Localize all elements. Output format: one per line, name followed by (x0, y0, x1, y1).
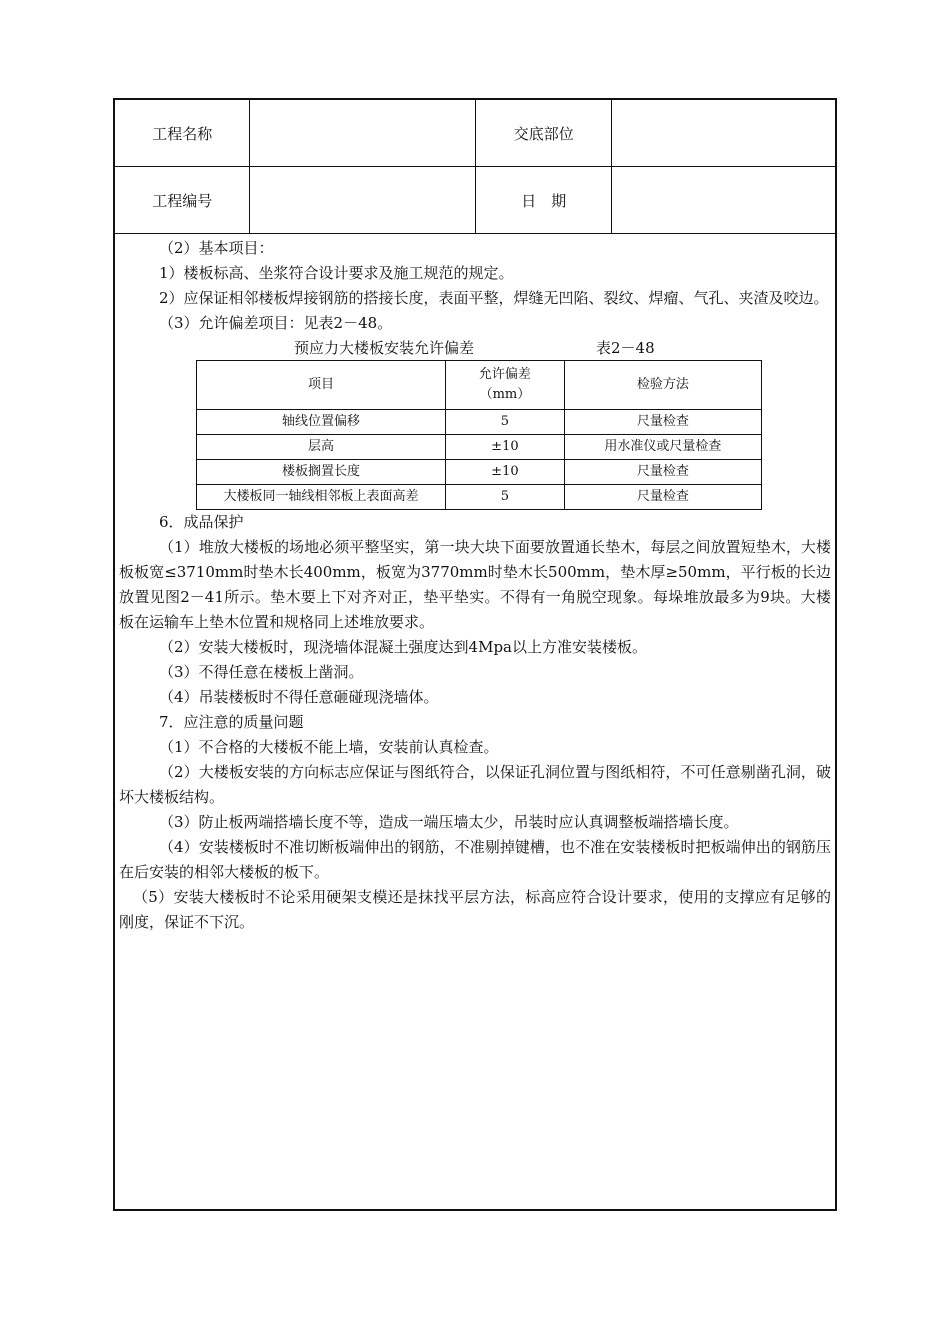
cell-tolerance: 5 (446, 410, 565, 435)
paragraph: （1）不合格的大楼板不能上墙，安装前认真检查。 (159, 738, 499, 756)
table-number: 表2－48 (596, 339, 655, 357)
table-row (197, 485, 762, 510)
paragraph: 1）楼板标高、坐浆符合设计要求及施工规范的规定。 (159, 264, 514, 282)
cell-tolerance: ±10 (446, 435, 565, 460)
project-name-value (250, 100, 476, 167)
table-row (197, 410, 762, 435)
table-row (197, 460, 762, 485)
cell-item: 楼板搁置长度 (197, 460, 446, 485)
table-title: 预应力大楼板安装允许偏差 (294, 339, 475, 357)
document-frame (113, 98, 837, 1211)
location-value (612, 100, 836, 167)
cell-method: 尺量检查 (564, 460, 761, 485)
cell-item: 层高 (197, 435, 446, 460)
header-table (115, 100, 835, 234)
cell-item: 轴线位置偏移 (197, 410, 446, 435)
paragraph: （1）堆放大楼板的场地必须平整坚实，第一块大块下面要放置通长垫木，每层之间放置短垫木，大楼板板宽≤3710mm时垫木长400mm，板宽为3770mm时垫木长500mm，垫木厚≥50mm，平行板的长边放置见图2－41所示。垫木要上下对齐对正，垫平垫实。不得有一角脱空现象。每垛堆放最多为9块。大楼板在运输车上垫木位置和规格同上述堆放要求。 (119, 538, 831, 631)
tolerance-label: 允许偏差 (478, 367, 531, 382)
paragraph: （4）吊装楼板时不得任意砸碰现浇墙体。 (159, 688, 439, 706)
project-no-value (250, 167, 476, 234)
tolerance-unit: （mm） (479, 387, 531, 402)
cell-method: 尺量检查 (564, 485, 761, 510)
col-header-item: 项目 (197, 361, 446, 410)
project-no-label: 工程编号 (115, 167, 250, 234)
cell-tolerance: 5 (446, 485, 565, 510)
paragraph: （5）安装大楼板时不论采用硬架支模还是抹找平层方法，标高应符合设计要求，使用的支撑应有足够的刚度，保证不下沉。 (119, 888, 831, 931)
cell-tolerance: ±10 (446, 460, 565, 485)
paragraph: （2）基本项目： (159, 239, 274, 257)
paragraph: （3）不得任意在楼板上凿洞。 (159, 663, 364, 681)
table-header-row (197, 361, 762, 410)
cell-method: 用水准仪或尺量检查 (564, 435, 761, 460)
table-caption (119, 336, 831, 360)
date-value (612, 167, 836, 234)
paragraph: （3）防止板两端搭墙长度不等，造成一端压墙太少，吊装时应认真调整板端搭墙长度。 (159, 813, 739, 831)
project-name-label: 工程名称 (115, 100, 250, 167)
paragraph: （3）允许偏差项目：见表2－48。 (159, 314, 393, 332)
location-label: 交底部位 (476, 100, 612, 167)
paragraph: （2）安装大楼板时，现浇墙体混凝土强度达到4Mpa以上方准安装楼板。 (159, 638, 647, 656)
cell-item: 大楼板同一轴线相邻板上表面高差 (197, 485, 446, 510)
paragraph: （2）大楼板安装的方向标志应保证与图纸符合，以保证孔洞位置与图纸相符，不可任意剔凿孔洞，破坏大楼板结构。 (119, 763, 831, 806)
date-label: 日 期 (476, 167, 612, 234)
deviation-table (196, 360, 762, 510)
col-header-tolerance (446, 361, 565, 410)
table-row (197, 435, 762, 460)
document-body (115, 236, 835, 935)
col-header-method: 检验方法 (564, 361, 761, 410)
paragraph: （4）安装楼板时不准切断板端伸出的钢筋，不准剔掉键槽，也不准在安装楼板时把板端伸出的钢筋压在后安装的相邻大楼板的板下。 (119, 838, 831, 881)
cell-method: 尺量检查 (564, 410, 761, 435)
section-heading: 7．应注意的质量问题 (159, 713, 304, 731)
paragraph: 2）应保证相邻楼板焊接钢筋的搭接长度，表面平整，焊缝无凹陷、裂纹、焊瘤、气孔、夹渣及咬边。 (159, 289, 829, 307)
section-heading: 6．成品保护 (159, 513, 244, 531)
